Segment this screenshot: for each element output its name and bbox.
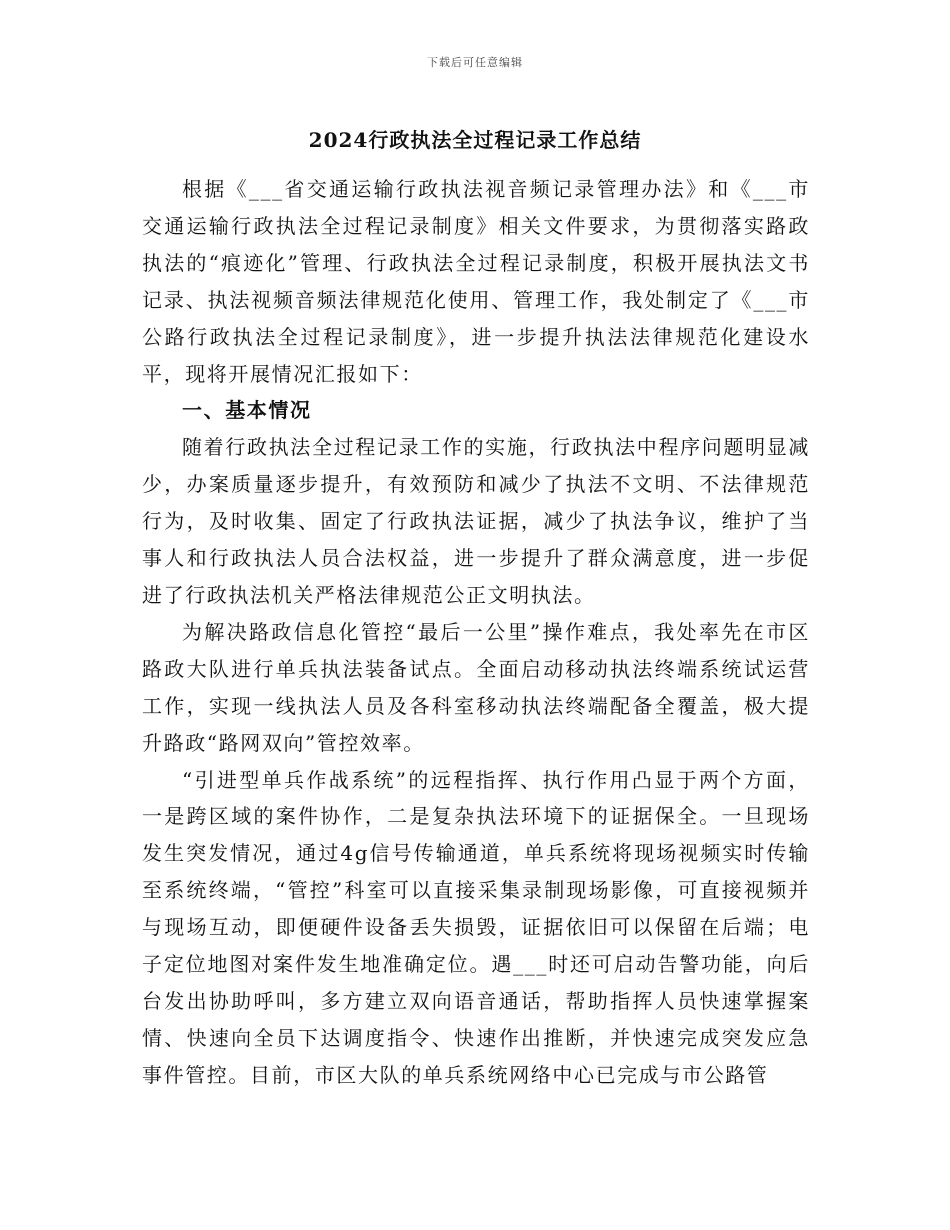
body-paragraph-2: 为解决路政信息化管控“最后一公里”操作难点，我处率先在市区路政大队进行单兵执法装备试点。全面启动移动执法终端系统试运营工作，实现一线执法人员及各科室移动执法终端配备全覆盖，极大提升路政“路网双向”管控效率。 (142, 619, 810, 755)
page-header-note: 下载后可任意编辑 (427, 56, 523, 69)
body-paragraph-3: “引进型单兵作战系统”的远程指挥、执行作用凸显于两个方面，一是跨区域的案件协作，二是复杂执法环境下的证据保全。一旦现场发生突发情况，通过4g信号传输通道，单兵系统将现场视频实时传输至系统终端，“管控”科室可以直接采集录制现场影像，可直接视频并与现场互动，即便硬件设备丢失损毁，证据依旧可以保留在后端；电子定位地图对案件发生地准确定位。遇___时还可启动告警功能，向后台发出协助呼叫，多方建立双向语音通话，帮助指挥人员快速掌握案情、快速向全员下达调度指令、快速作出推断，并快速完成突发应急事件管控。目前，市区大队的单兵系统网络中心已完成与市公路管 (142, 767, 810, 1087)
document-body (142, 171, 810, 1094)
body-paragraph-1: 随着行政执法全过程记录工作的实施，行政执法中程序问题明显减少，办案质量逐步提升，有效预防和减少了执法不文明、不法律规范行为，及时收集、固定了行政执法证据，减少了执法争议，维护了当事人和行政执法人员合法权益，进一步提升了群众满意度，进一步促进了行政执法机关严格法律规范公正文明执法。 (142, 435, 810, 607)
section-heading-basic-situation: 一、基本情况 (182, 398, 312, 423)
intro-paragraph: 根据《___省交通运输行政执法视音频记录管理办法》和《___市交通运输行政执法全过程记录制度》相关文件要求，为贯彻落实路政执法的“痕迹化”管理、行政执法全过程记录制度，积极开展执法文书记录、执法视频音频法律规范化使用、管理工作，我处制定了《___市公路行政执法全过程记录制度》，进一步提升执法法律规范化建设水平，现将开展情况汇报如下： (142, 177, 810, 386)
document-title: 2024行政执法全过程记录工作总结 (308, 128, 642, 152)
